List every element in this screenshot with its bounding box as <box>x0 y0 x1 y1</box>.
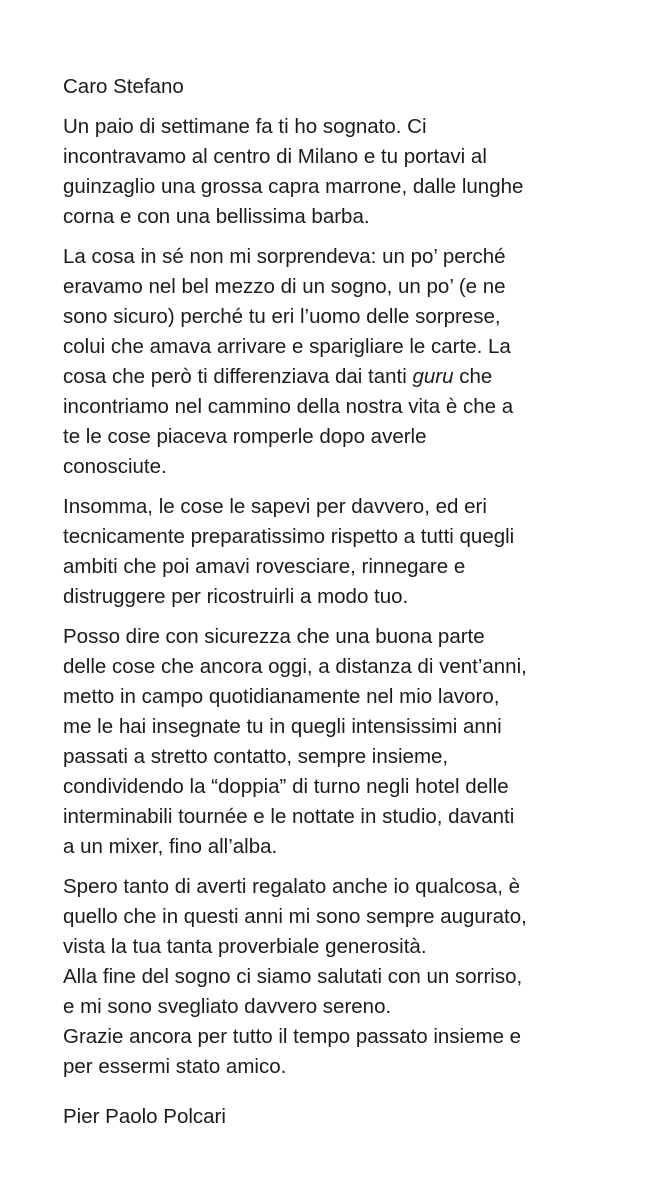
paragraph-line: colui che amava arrivare e sparigliare le carte. La <box>63 335 511 358</box>
paragraph-line: Grazie ancora per tutto il tempo passato insieme e <box>63 1025 522 1048</box>
paragraph-line: condividendo la “doppia” di turno negli hotel delle <box>63 775 509 798</box>
paragraph-line: incontriamo nel cammino della nostra vita è che a <box>63 395 514 418</box>
paragraph-line: e mi sono svegliato davvero sereno. <box>63 995 392 1018</box>
text-segment: cosa che però ti differenziava dai tanti <box>63 365 413 388</box>
paragraph-line: interminabili tournée e le nottate in studio, davanti <box>63 805 515 828</box>
paragraph-line: Posso dire con sicurezza che una buona parte <box>63 625 485 648</box>
paragraph-line: delle cose che ancora oggi, a distanza di vent’anni, <box>63 655 527 678</box>
paragraph-line: passati a stretto contatto, sempre insieme, <box>63 745 449 768</box>
paragraph-line: a un mixer, fino all’alba. <box>63 835 278 858</box>
paragraph-line: incontravamo al centro di Milano e tu portavi al <box>63 145 487 168</box>
paragraph-line: Insomma, le cose le sapevi per davvero, ed eri <box>63 495 487 518</box>
paragraph-line: per essermi stato amico. <box>63 1055 287 1078</box>
paragraph-4 <box>63 622 643 862</box>
paragraph-line: ambiti che poi amavi rovesciare, rinnegare e <box>63 555 466 578</box>
paragraph-line: tecnicamente preparatissimo rispetto a tutti quegli <box>63 525 515 548</box>
paragraph-line: sono sicuro) perché tu eri l’uomo delle sorprese, <box>63 305 501 328</box>
paragraph-5 <box>63 872 643 1082</box>
paragraph-line: guinzaglio una grossa capra marrone, dalle lunghe <box>63 175 524 198</box>
paragraph-line: me le hai insegnate tu in quegli intensissimi anni <box>63 715 502 738</box>
paragraph-line: corna e con una bellissima barba. <box>63 205 370 228</box>
paragraph-line: La cosa in sé non mi sorprendeva: un po’ perché <box>63 245 506 268</box>
letter <box>63 72 643 1132</box>
paragraph-line: Alla fine del sogno ci siamo salutati con un sorriso, <box>63 965 523 988</box>
paragraph-line: Un paio di settimane fa ti ho sognato. Ci <box>63 115 427 138</box>
paragraph-line: distruggere per ricostruirli a modo tuo. <box>63 585 409 608</box>
paragraph-line: quello che in questi anni mi sono sempre augurato, <box>63 905 527 928</box>
text-segment: che <box>453 365 493 388</box>
italic-word: guru <box>412 365 454 388</box>
greeting: Caro Stefano <box>63 75 184 98</box>
paragraph-line: Spero tanto di averti regalato anche io qualcosa, è <box>63 875 520 898</box>
paragraph-line: conosciute. <box>63 455 167 478</box>
paragraph-line: metto in campo quotidianamente nel mio lavoro, <box>63 685 500 708</box>
paragraph-1 <box>63 112 643 232</box>
paragraph-2 <box>63 242 643 482</box>
paragraph-line: eravamo nel bel mezzo di un sogno, un po’ (e ne <box>63 275 506 298</box>
paragraph-3 <box>63 492 643 612</box>
paragraph-line-with-italic <box>63 362 643 392</box>
paragraph-line: te le cose piaceva romperle dopo averle <box>63 425 427 448</box>
paragraph-line: vista la tua tanta proverbiale generosità. <box>63 935 427 958</box>
signature: Pier Paolo Polcari <box>63 1105 226 1128</box>
